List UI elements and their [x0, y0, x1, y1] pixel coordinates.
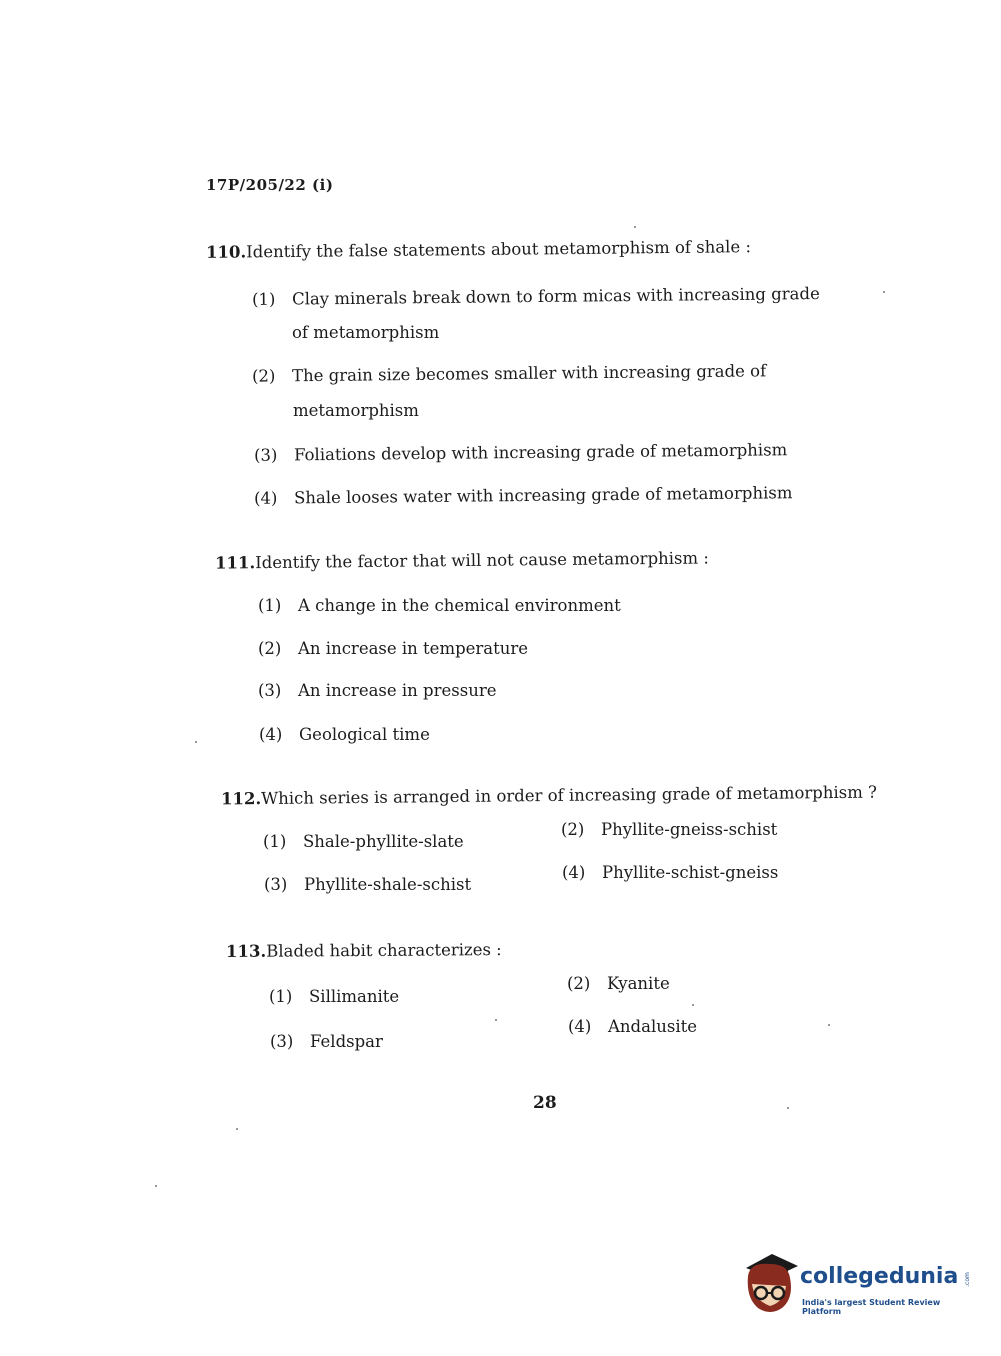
option-113-2: (2) Kyanite — [567, 974, 670, 993]
scan-speck — [787, 1107, 789, 1109]
option-110-3: (3) Foliations develop with increasing grade of metamorphism — [253, 440, 788, 465]
option-113-3: (3) Feldspar — [270, 1032, 383, 1051]
scan-speck — [883, 291, 885, 293]
scan-speck — [634, 226, 636, 228]
question-111 — [215, 548, 709, 572]
option-112-3: (3) Phyllite-shale-schist — [264, 875, 472, 894]
option-111-1: (1) A change in the chemical environment — [258, 596, 621, 615]
question-number: 113. — [225, 941, 267, 961]
paper-code: 17P/205/22 (i) — [206, 176, 334, 194]
option-110-4: (4) Shale looses water with increasing grade of metamorphism — [253, 483, 793, 508]
option-111-3: (3) An increase in pressure — [258, 681, 497, 700]
question-text: Identify the false statements about metamorphism of shale : — [246, 237, 752, 262]
question-text: Bladed habit characterizes : — [266, 940, 502, 961]
option-111-4: (4) Geological time — [259, 725, 430, 744]
scan-speck — [155, 1185, 157, 1187]
option-112-2: (2) Phyllite-gneiss-schist — [561, 820, 778, 839]
option-113-1: (1) Sillimanite — [269, 987, 400, 1006]
option-110-2-continued: metamorphism — [293, 401, 419, 420]
option-110-1-continued: of metamorphism — [292, 323, 440, 342]
option-111-2: (2) An increase in temperature — [258, 639, 529, 658]
question-number: 112. — [220, 789, 262, 809]
question-text: Identify the factor that will not cause metamorphism : — [255, 548, 709, 573]
option-113-4: (4) Andalusite — [568, 1017, 697, 1036]
option-112-4: (4) Phyllite-schist-gneiss — [562, 863, 779, 882]
option-110-2: (2) The grain size becomes smaller with increasing grade of — [251, 361, 767, 386]
collegedunia-logo — [742, 1250, 972, 1320]
logo-suffix: .com — [963, 1272, 971, 1287]
logo-wordmark: collegedunia — [800, 1264, 959, 1289]
question-113 — [226, 940, 502, 961]
scan-speck — [495, 1019, 497, 1021]
question-110 — [206, 237, 751, 262]
option-112-1: (1) Shale-phyllite-slate — [263, 832, 464, 851]
scan-speck — [195, 741, 197, 743]
mascot-icon — [742, 1250, 800, 1314]
question-112 — [221, 783, 877, 809]
option-110-1: (1) Clay minerals break down to form micas with increasing grade — [251, 284, 820, 309]
question-text: Which series is arranged in order of increasing grade of metamorphism ? — [261, 782, 878, 809]
page-number: 28 — [533, 1093, 557, 1113]
question-number: 111. — [214, 553, 256, 573]
question-number: 110. — [205, 242, 247, 262]
scan-speck — [236, 1128, 238, 1130]
logo-tagline: India's largest Student Review Platform — [802, 1298, 941, 1316]
scan-speck — [828, 1024, 830, 1026]
scan-speck — [692, 1004, 694, 1006]
